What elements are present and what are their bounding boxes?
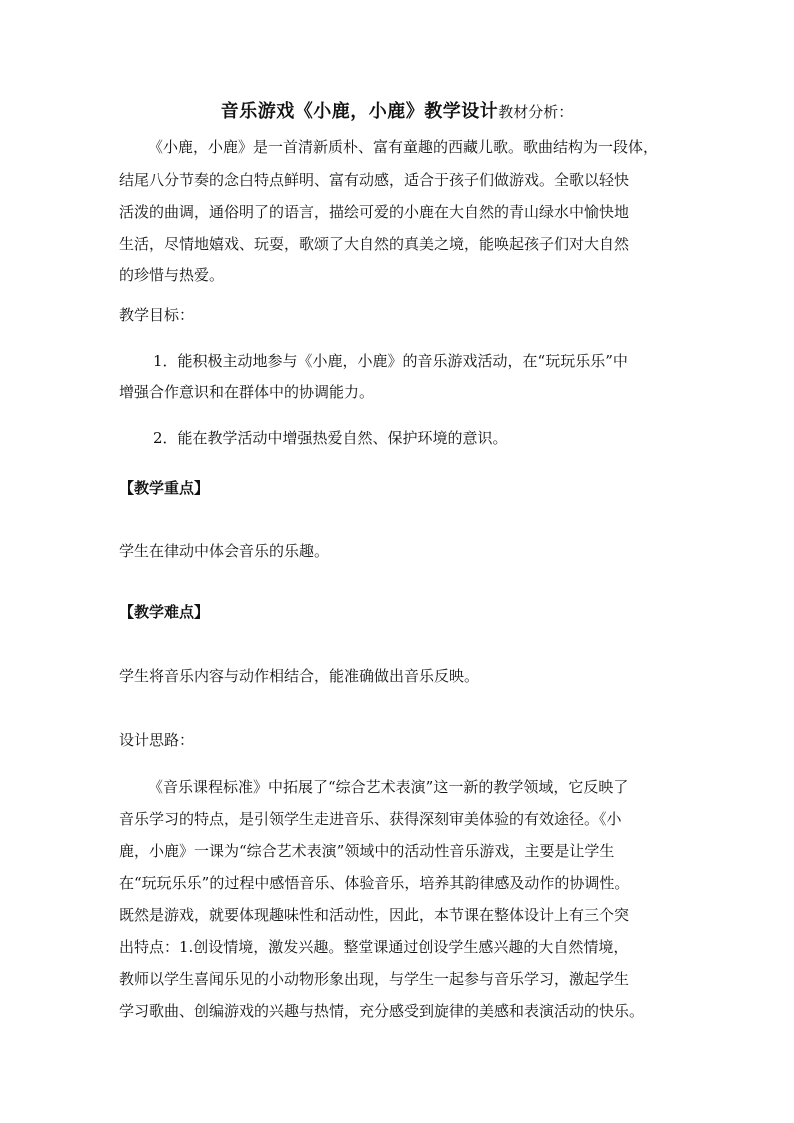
title-main: 音乐游戏《小鹿，小鹿》教学设计	[220, 101, 499, 122]
intro-line: 结尾八分节奏的念白特点鲜明、富有动感，适合于孩子们做游戏。全歌以轻快	[119, 171, 630, 189]
design-line: 教师以学生喜闻乐见的小动物形象出现，与学生一起参与音乐学习，激起学生	[119, 970, 630, 988]
title-tail: 教材分析：	[498, 103, 574, 121]
key-text: 学生在律动中体会音乐的乐趣。	[119, 542, 330, 560]
design-line: 音乐学习的特点，是引领学生走进音乐、获得深刻审美体验的有效途径。《小	[119, 810, 622, 828]
design-line: 出特点：1.创设情境，激发兴趣。整堂课通过创设学生感兴趣的大自然情境，	[119, 938, 629, 956]
difficulty-heading: 【教学难点】	[119, 603, 210, 621]
design-line: 《音乐课程标准》中拓展了“综合艺术表演”这一新的教学领域，它反映了	[148, 778, 629, 796]
design-line: 在“玩玩乐乐”的过程中感悟音乐、体验音乐，培养其韵律感及动作的协调性。	[119, 874, 630, 892]
key-heading: 【教学重点】	[119, 479, 210, 497]
intro-line: 活泼的曲调，通俗明了的语言，描绘可爱的小鹿在大自然的青山绿水中愉快地	[119, 203, 630, 221]
design-line: 学习歌曲、创编游戏的兴趣与热情，充分感受到旋律的美感和表演活动的快乐。	[119, 1002, 645, 1020]
goal-1-line: 增强合作意识和在群体中的协调能力。	[119, 383, 375, 401]
intro-line: 《小鹿，小鹿》是一首清新质朴、富有童趣的西藏儿歌。歌曲结构为一段体，	[148, 138, 659, 156]
goal-1-line: 1．能积极主动地参与《小鹿，小鹿》的音乐游戏活动，在“玩玩乐乐”中	[153, 352, 628, 370]
intro-line: 的珍惜与热爱。	[119, 266, 225, 284]
goal-2: 2．能在教学活动中增强热爱自然、保护环境的意识。	[153, 429, 508, 447]
design-line: 鹿，小鹿》一课为“综合艺术表演”领域中的活动性音乐游戏，主要是让学生	[119, 842, 615, 860]
difficulty-text: 学生将音乐内容与动作相结合，能准确做出音乐反映。	[119, 667, 480, 685]
document-title	[0, 100, 794, 124]
design-line: 既然是游戏，就要体现趣味性和活动性，因此，本节课在整体设计上有三个突	[119, 906, 630, 924]
goals-heading: 教学目标：	[119, 306, 195, 324]
intro-line: 生活，尽情地嬉戏、玩耍，歌颂了大自然的真美之境，能唤起孩子们对大自然	[119, 235, 630, 253]
design-heading: 设计思路：	[119, 731, 195, 749]
